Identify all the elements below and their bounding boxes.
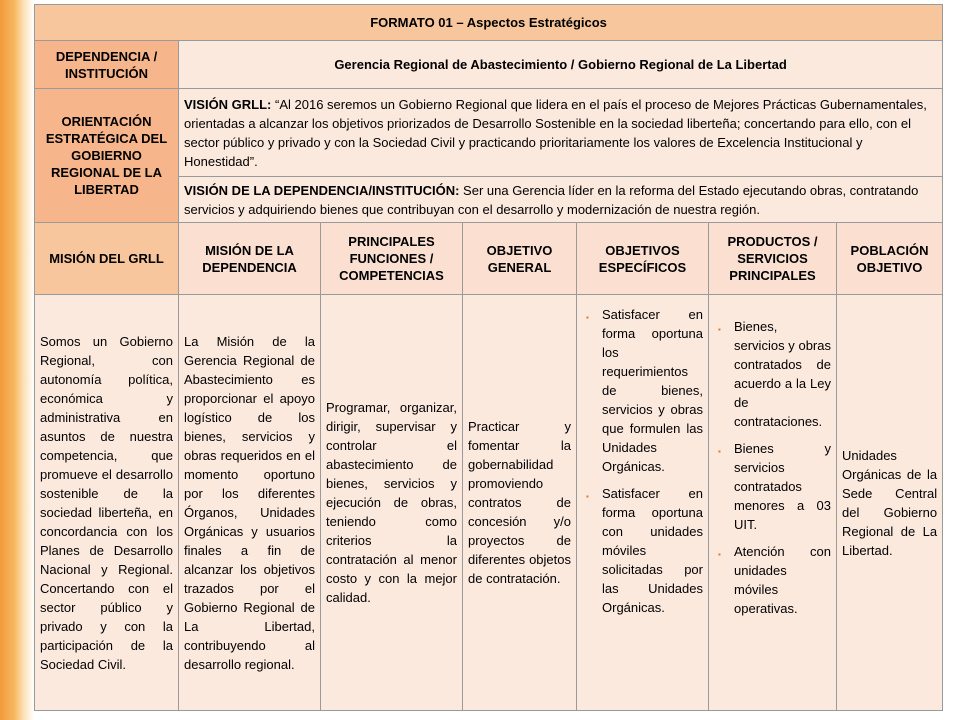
list-item-text: Satisfacer en forma oportuna los requerimientos de bienes, servicios y obras que formulen las Unidades Orgánicas. — [602, 307, 703, 474]
vision-grll-text: “Al 2016 seremos un Gobierno Regional que lidera en el país el proceso de Mejores Prácticas Gubernamentales, orientadas a alcanzar los objetivos priorizados de Desarrollo Sostenible en la sociedad liberteña; concertando para ello, con el sector público y privado y con la Sociedad Civil y practicando prioritariamente los valores de Excelencia Institucional y Honestidad”. — [184, 96, 927, 169]
col-header-mision-dependencia: MISIÓN DE LA DEPENDENCIA — [179, 223, 321, 295]
dependencia-label: DEPENDENCIA / INSTITUCIÓN — [35, 41, 179, 89]
vision-grll-label: VISIÓN GRLL: — [184, 96, 272, 112]
vision-grll — [179, 89, 943, 177]
list-item — [582, 305, 703, 476]
bullet-icon: ▪ — [718, 325, 721, 334]
col-header-funciones: PRINCIPALES FUNCIONES / COMPETENCIAS — [321, 223, 463, 295]
cell-mision-dependencia: La Misión de la Gerencia Regional de Abastecimiento es proporcionar el apoyo logístico de los bienes, servicios y obras requeridos en el momento oportuno por los diferentes Órganos, Unidades Orgánicas y usuarios finales a fin de alcanzar los objetivos trazados por el Gobierno Regional de La Libertad, contribuyendo al desarrollo regional. — [179, 295, 321, 711]
objetivos-especificos-list — [582, 305, 703, 617]
list-item — [714, 542, 831, 618]
list-item — [582, 484, 703, 617]
vision-dependencia — [179, 177, 943, 223]
dependencia-value: Gerencia Regional de Abastecimiento / Gobierno Regional de La Libertad — [179, 41, 943, 89]
cell-objetivos-especificos — [577, 295, 709, 711]
bullet-icon: ▪ — [718, 550, 721, 559]
cell-productos — [709, 295, 837, 711]
col-header-objetivos-especificos: OBJETIVOS ESPECÍFICOS — [577, 223, 709, 295]
cell-poblacion: Unidades Orgánicas de la Sede Central del Gobierno Regional de La Libertad. — [837, 295, 943, 711]
page-edge-decoration — [0, 0, 34, 720]
bullet-icon: ▪ — [718, 447, 721, 456]
list-item — [714, 439, 831, 534]
orientacion-label: ORIENTACIÓN ESTRATÉGICA DEL GOBIERNO REGIONAL DE LA LIBERTAD — [35, 89, 179, 223]
cell-mision-grll: Somos un Gobierno Regional, con autonomía política, económica y administrativa en asuntos de nuestra competencia, que promueve el desarrollo sostenible de la sociedad liberteña, en concordancia con los Planes de Desarrollo Nacional y Regional. Concertando con el sector público y privado y con la participación de la Sociedad Civil. — [35, 295, 179, 711]
list-item — [714, 317, 831, 431]
bullet-icon: ▪ — [586, 492, 589, 501]
col-header-poblacion: POBLACIÓN OBJETIVO — [837, 223, 943, 295]
strategic-aspects-table — [34, 4, 943, 711]
list-item-text: Bienes, servicios y obras contratados de acuerdo a la Ley de contrataciones. — [734, 319, 831, 429]
productos-list — [714, 317, 831, 618]
vision-dep-label: VISIÓN DE LA DEPENDENCIA/INSTITUCIÓN: — [184, 182, 460, 198]
list-item-text: Atención con unidades móviles operativas. — [734, 544, 831, 616]
list-item-text: Bienes y servicios contratados menores a 03 UIT. — [734, 441, 831, 532]
col-header-mision-grll: MISIÓN DEL GRLL — [35, 223, 179, 295]
cell-objetivo-general: Practicar y fomentar la gobernabilidad promoviendo contratos de concesión y/o proyectos de diferentes objetos de contratación. — [463, 295, 577, 711]
col-header-objetivo-general: OBJETIVO GENERAL — [463, 223, 577, 295]
bullet-icon: ▪ — [586, 313, 589, 322]
col-header-productos: PRODUCTOS / SERVICIOS PRINCIPALES — [709, 223, 837, 295]
vision-dep-text: Ser una Gerencia líder en la reforma del Estado ejecutando obras, contratando servicios y adquiriendo bienes que contribuyan con el desarrollo y modernización de nuestra región. — [184, 182, 919, 217]
list-item-text: Satisfacer en forma oportuna con unidades móviles solicitadas por las Unidades Orgánicas. — [602, 486, 703, 615]
cell-funciones: Programar, organizar, dirigir, supervisar y controlar el abastecimiento de bienes, servicios y ejecución de obras, teniendo como criterios la contratación al menor costo y con la mejor calidad. — [321, 295, 463, 711]
table-title: FORMATO 01 – Aspectos Estratégicos — [35, 5, 943, 41]
